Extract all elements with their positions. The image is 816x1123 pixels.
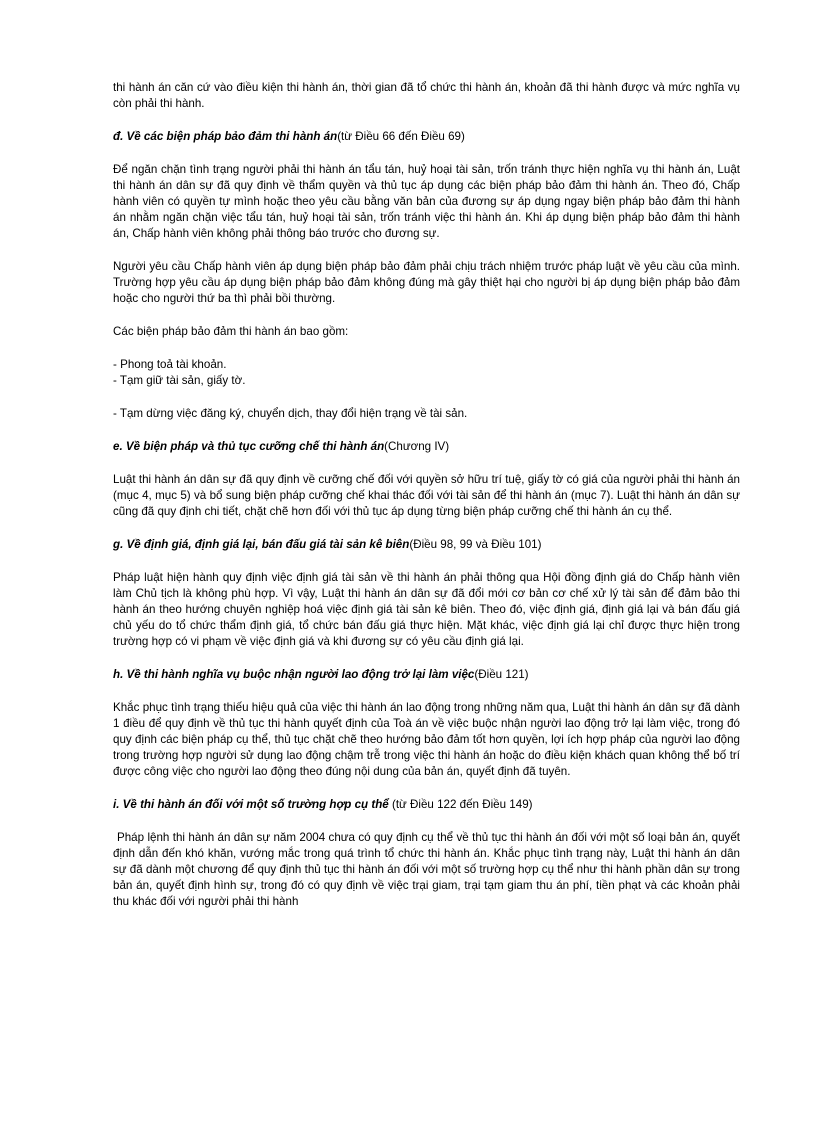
heading-e-ref: (Chương IV) — [384, 440, 450, 453]
heading-h-title: h. Về thi hành nghĩa vụ buộc nhận người lao động trở lại làm việc — [113, 668, 475, 681]
paragraph-d-3: Các biện pháp bảo đảm thi hành án bao gồm: — [113, 325, 349, 338]
heading-i — [113, 797, 740, 813]
heading-h — [113, 667, 740, 683]
heading-g-ref: (Điều 98, 99 và Điều 101) — [409, 538, 542, 551]
heading-h-ref: (Điều 121) — [474, 668, 529, 681]
paragraph-d-2: Người yêu cầu Chấp hành viên áp dụng biện pháp bảo đảm phải chịu trách nhiệm trước pháp luật về yêu cầu của mình. Trường hợp yêu cầu áp dụng biện pháp bảo đảm không đúng mà gây thiệt hại cho người bị áp dụng biện pháp bảo đảm hoặc cho người thứ ba thì phải bồi thường. — [113, 260, 740, 305]
heading-i-ref: (từ Điều 122 đến Điều 149) — [388, 798, 533, 811]
bullet-list — [113, 357, 740, 422]
heading-d-ref: (từ Điều 66 đến Điều 69) — [337, 130, 465, 143]
paragraph-h-1: Khắc phục tình trạng thiếu hiệu quả của việc thi hành án lao động trong những năm qua, Luật thi hành án dân sự đã dành 1 điều để quy định về thủ tục thi hành quyết định của Toà án về việc buộc nhận người lao động trở lại làm việc, trong đó quy định các biện pháp cụ thể, thủ tục chặt chẽ theo hướng bảo đảm tốt hơn quyền, lợi ích hợp pháp của người lao động trong trường hợp người sử dụng lao động chậm trễ trong việc thi hành án hoặc do điều kiện khách quan không thể bố trí được công việc cho người lao động theo đúng nội dung của bản án, quyết định đã tuyên. — [113, 701, 740, 778]
heading-e — [113, 439, 740, 455]
document-page — [113, 80, 740, 910]
heading-g-title: g. Về định giá, định giá lại, bán đấu giá tài sản kê biên — [113, 538, 410, 551]
heading-d — [113, 129, 740, 145]
paragraph-i-1: Pháp lệnh thi hành án dân sự năm 2004 chưa có quy định cụ thể về thủ tục thi hành án đối với một số loại bản án, quyết định dẫn đến khó khăn, vướng mắc trong quá trình tổ chức thi hành án. Khắc phục tình trạng này, Luật thi hành án dân sự đã dành một chương để quy định thủ tục thi hành án đối với một số trường hợp cụ thể như thi hành phần dân sự trong bản án, quyết định hình sự, trong đó có quy định về việc trại giam, trại tạm giam thu án phí, tiền phạt và các khoản phải thu khác đối với người phải thi hành — [113, 831, 740, 908]
paragraph-intro: thi hành án căn cứ vào điều kiện thi hành án, thời gian đã tổ chức thi hành án, khoản đã thi hành được và mức nghĩa vụ còn phải thi hành. — [113, 81, 740, 110]
heading-e-title: e. Về biện pháp và thủ tục cưỡng chế thi hành án — [113, 440, 385, 453]
paragraph-d-1: Để ngăn chặn tình trạng người phải thi hành án tẩu tán, huỷ hoại tài sản, trốn tránh thực hiện nghĩa vụ thi hành án, Luật thi hành án dân sự đã quy định về thẩm quyền và thủ tục áp dụng các biện pháp bảo đảm thi hành án. Theo đó, Chấp hành viên có quyền tự mình hoặc theo yêu cầu bằng văn bản của đương sự áp dụng ngay biện pháp bảo đảm thi hành án nhằm ngăn chặn việc tẩu tán, huỷ hoại tài sản, trốn tránh việc thi hành án. Khi áp dụng biện pháp bảo đảm thi hành án, Chấp hành viên không phải thông báo trước cho đương sự. — [113, 163, 740, 240]
bullet-item-3: - Tạm dừng việc đăng ký, chuyển dịch, thay đổi hiện trạng về tài sản. — [113, 407, 468, 420]
bullet-item-2: - Tạm giữ tài sản, giấy tờ. — [113, 374, 246, 387]
paragraph-g-1: Pháp luật hiện hành quy định việc định giá tài sản về thi hành án phải thông qua Hội đồng định giá do Chấp hành viên làm Chủ tịch là không phù hợp. Vì vậy, Luật thi hành án dân sự đã đổi mới cơ bản cơ chế xử lý tài sản để đảm bảo thi hành án theo hướng chuyên nghiệp hoá việc định giá tài sản kê biên. Theo đó, việc định giá, định giá lại và bán đấu giá chủ yếu do tổ chức thẩm định giá, tổ chức bán đấu giá thực hiện. Mặt khác, việc định giá lại chỉ được thực hiện trong trường hợp có vi phạm về việc định giá và khi đương sự có yêu cầu định giá lại. — [113, 571, 740, 648]
heading-i-title: i. Về thi hành án đối với một số trường hợp cụ thể — [113, 798, 389, 811]
heading-d-title: đ. Về các biện pháp bảo đảm thi hành án — [113, 130, 338, 143]
paragraph-e-1: Luật thi hành án dân sự đã quy định về cưỡng chế đối với quyền sở hữu trí tuệ, giấy tờ có giá của người phải thi hành án (mục 4, mục 5) và bổ sung biện pháp cưỡng chế khai thác đối với tài sản để thi hành án (mục 7). Luật thi hành án dân sự cũng đã quy định chi tiết, chặt chẽ hơn đối với thủ tục áp dụng từng biện pháp cưỡng chế thi hành án cụ thể. — [113, 473, 740, 518]
bullet-item-1: - Phong toả tài khoản. — [113, 358, 227, 371]
heading-g — [113, 537, 740, 553]
